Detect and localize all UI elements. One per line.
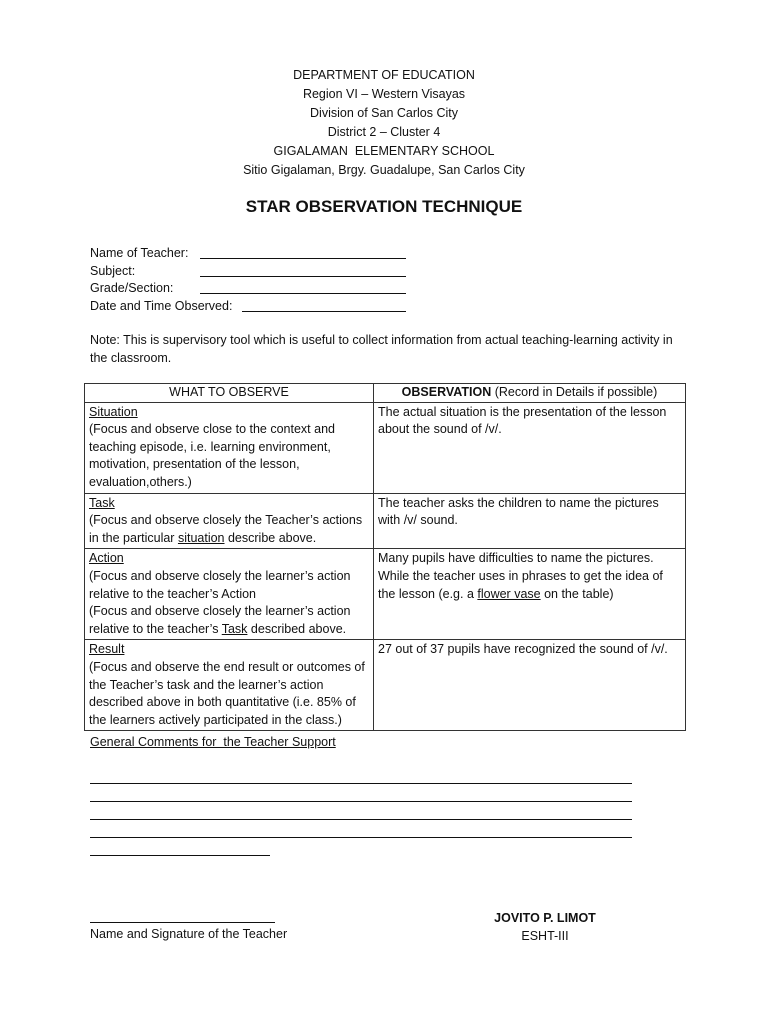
division-name: Division of San Carlos City (310, 106, 458, 120)
task-description-link: situation (177, 530, 225, 545)
date-blank[interactable] (242, 298, 406, 312)
teacher-name-label: Name of Teacher: (90, 246, 189, 260)
task-cell (85, 493, 374, 549)
situation-cell (85, 402, 374, 493)
action-cell (85, 549, 374, 640)
observer-name: JOVITO P. LIMOT (494, 911, 596, 925)
teacher-signature-label: Name and Signature of the Teacher (90, 927, 288, 941)
situation-observation: The actual situation is the presentation of the lesson about the sound of /v/. (374, 402, 686, 493)
grade-blank[interactable] (200, 280, 406, 294)
document-title: STAR OBSERVATION TECHNIQUE (245, 197, 523, 216)
observation-header-bold: OBSERVATION (401, 385, 492, 399)
action-description-2-pre: (Focus and observe closely the learner’s action relative to the teacher’s (89, 604, 351, 636)
task-observation: The teacher asks the children to name the pictures with /v/ sound. (374, 493, 686, 549)
result-description: (Focus and observe the end result or outcomes of the Teacher’s task and the learner’s action described above in both quantitative (i.e. 85% of the learners actively participated in the class.) (89, 659, 365, 727)
region-name: Region VI – Western Visayas (302, 87, 466, 101)
document-header (0, 66, 768, 180)
supervisory-note: Note: This is supervisory tool which is useful to collect information from actual teaching-learning activity in the classroom. (90, 333, 673, 365)
teacher-signature-line[interactable] (90, 922, 275, 923)
general-comments-heading: General Comments for the Teacher Support (90, 735, 336, 749)
grade-row (90, 280, 406, 298)
table-row (85, 493, 686, 549)
table-row (85, 640, 686, 731)
result-heading: Result (89, 642, 125, 657)
situation-heading: Situation (89, 404, 138, 419)
action-description-2-post: described above. (247, 621, 347, 636)
action-observation-pre: Many pupils have difficulties to name the pictures. While the teacher uses in phrases to get the idea of the lesson (e.g. a (378, 551, 663, 601)
teacher-name-row (90, 245, 406, 263)
table-header-row (85, 384, 686, 403)
observation-header-rest: (Record in Details if possible) (491, 385, 658, 399)
action-heading: Action (89, 551, 124, 566)
observation-header (374, 384, 686, 403)
department-name: DEPARTMENT OF EDUCATION (293, 68, 475, 82)
observation-table (84, 383, 686, 731)
subject-blank[interactable] (200, 263, 406, 277)
task-description-pre: (Focus and observe closely the Teacher’s actions in the particular (89, 513, 363, 545)
grade-label: Grade/Section: (90, 281, 174, 295)
comment-line[interactable] (90, 819, 632, 820)
action-description-2-link: Task (221, 621, 248, 636)
comment-line[interactable] (90, 801, 632, 802)
action-observation-link: flower vase (477, 586, 541, 601)
comment-line[interactable] (90, 837, 632, 838)
district-name: District 2 – Cluster 4 (327, 125, 441, 139)
result-cell (85, 640, 374, 731)
observer-block (470, 909, 620, 945)
result-observation: 27 out of 37 pupils have recognized the sound of /v/. (374, 640, 686, 731)
subject-row (90, 263, 406, 281)
comment-line[interactable] (90, 783, 632, 784)
task-heading: Task (89, 495, 115, 510)
action-description-1: (Focus and observe closely the learner’s action relative to the teacher’s Action (89, 568, 351, 601)
subject-label: Subject: (90, 263, 136, 278)
comment-line[interactable] (90, 855, 270, 856)
action-observation-post: on the table) (540, 586, 614, 601)
what-to-observe-header: WHAT TO OBSERVE (85, 384, 374, 403)
observer-title: ESHT-III (521, 929, 569, 943)
teacher-info-fields (90, 245, 406, 315)
table-row (85, 549, 686, 640)
table-row (85, 402, 686, 493)
situation-description: (Focus and observe close to the context and teaching episode, i.e. learning environment, motivation, presentation of the lesson, evaluation,others.) (89, 422, 335, 489)
task-description-post: describe above. (224, 530, 317, 545)
teacher-name-blank[interactable] (200, 245, 406, 259)
date-row (90, 298, 406, 316)
school-address: Sitio Gigalaman, Brgy. Guadalupe, San Carlos City (243, 163, 525, 177)
date-label: Date and Time Observed: (90, 298, 233, 313)
school-name: GIGALAMAN ELEMENTARY SCHOOL (273, 144, 495, 158)
action-observation (374, 549, 686, 640)
